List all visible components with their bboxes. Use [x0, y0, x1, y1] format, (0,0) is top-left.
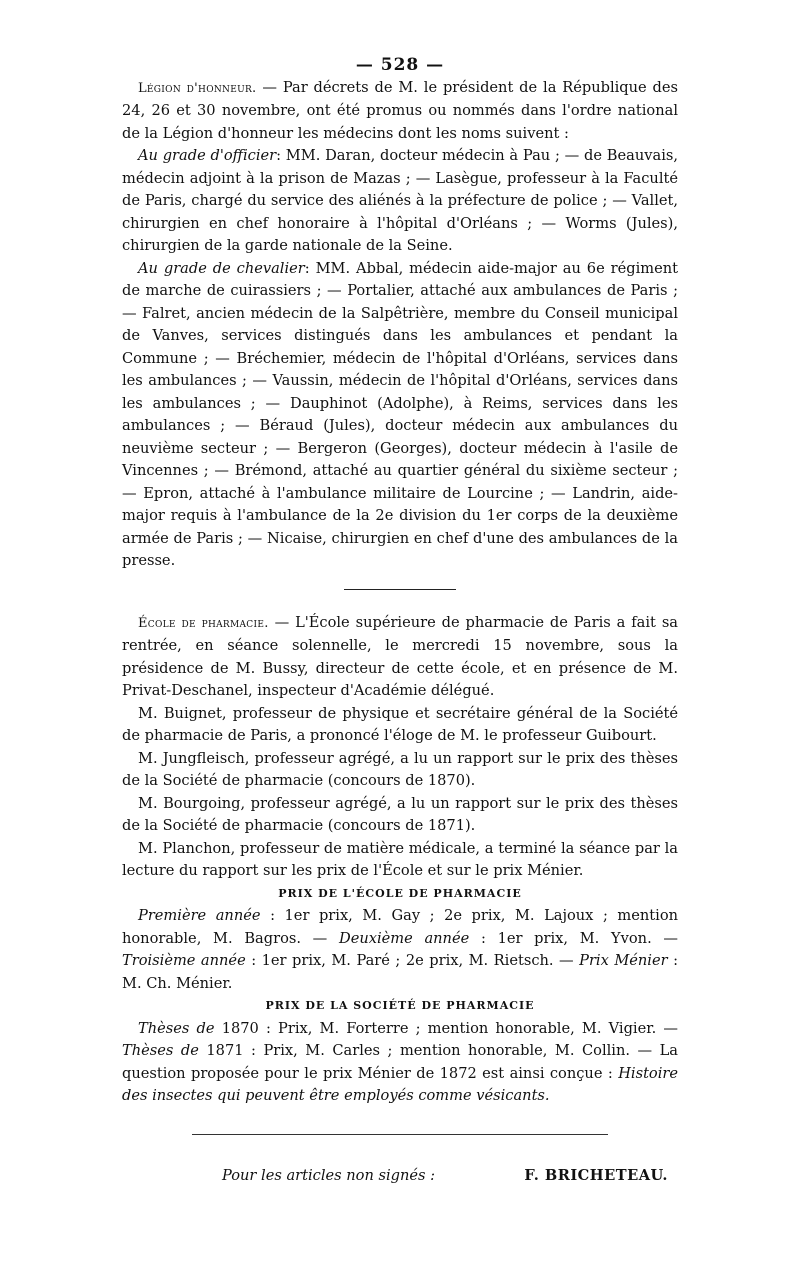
theses-1871-text: 1871 : Prix, M. Carles ; mention honorable, M. Collin. — La question proposée pour le prix Ménier de 1872 est ainsi conçue :: [122, 1042, 678, 1082]
officier-paragraph: [122, 145, 678, 258]
chevalier-label: Au grade de chevalier: [138, 259, 305, 277]
ecole-paragraph-4: M. Bourgoing, professeur agrégé, a lu un rapport sur le prix des thèses de la Société de pharmacie (concours de 1871).: [122, 794, 678, 834]
ecole-paragraph-3: M. Jungfleisch, professeur agrégé, a lu un rapport sur le prix des thèses de la Société de pharmacie (concours de 1870).: [122, 749, 678, 789]
prix-societe-heading: PRIX DE LA SOCIÉTÉ DE PHARMACIE: [265, 999, 535, 1012]
prix-ecole-paragraph: [122, 905, 678, 995]
ecole-text-1: — L'École supérieure de pharmacie de Paris a fait sa rentrée, en séance solennelle, le mercredi 15 novembre, sous la présidence de M. Bussy, directeur de cette école, et en présence de M. Privat-Deschanel, inspecteur d'Académie délégué.: [122, 613, 679, 699]
legion-intro-text: — Par décrets de M. le président de la République des 24, 26 et 30 novembre, ont été promus ou nommés dans l'ordre national de la Légion d'honneur les médecins dont les noms suivent :: [122, 78, 679, 142]
officier-text: : MM. Daran, docteur médecin à Pau ; — de Beauvais, médecin adjoint à la prison de Mazas ; — Lasègue, professeur à la Faculté de Paris, chargé du service des aliénés à la préfecture de police ; — Vallet, chirurgien en chef honoraire à l'hôpital d'Orléans ; — Worms (Jules), chirurgien de la garde nationale de la Seine.: [122, 147, 678, 254]
prix-societe-paragraph: [122, 1018, 678, 1108]
prize-question: Histoire des insectes qui peuvent être employés comme vésicants.: [122, 1064, 679, 1104]
ecole-paragraph-2: M. Buignet, professeur de physique et secrétaire général de la Société de pharmacie de Paris, a prononcé l'éloge de M. le professeur Guibourt.: [122, 704, 678, 744]
annee3-label: Troisième année: [122, 952, 246, 969]
section-separator: [344, 589, 456, 590]
signature-label: Pour les articles non signés :: [222, 1166, 436, 1184]
prix-ecole-heading: PRIX DE L'ÉCOLE DE PHARMACIE: [278, 886, 522, 900]
chevalier-text: : MM. Abbal, médecin aide-major au 6e régiment de marche de cuirassiers ; — Portalier, attaché aux ambulances de Paris ; — Falret, ancien médecin de la Salpêtrière, membre du Conseil municipal de Vanves, services distingués dans les ambulances et pendant la Commune ; — Bréchemier, médecin de l'hôpital d'Orléans, services dans les ambulances ; — Vaussin, médecin de l'hôpital d'Orléans, services dans les ambulances ; — Dauphinot (Adolphe), à Reims, services dans les ambulances ; — Béraud (Jules), docteur médecin aux ambulances du neuvième secteur ; — Bergeron (Georges), docteur médecin à l'asile de Vincennes ; — Brémond, attaché au quartier général du sixième secteur ; — Epron, attaché à l'ambulance militaire de Lourcine ; — Landrin, aide-major requis à l'ambulance de la 2e division du 1er corps de la deuxième armée de Paris ; — Nicaise, chirurgien en chef d'une des ambulances de la presse.: [122, 259, 679, 569]
page-number: — 528 —: [355, 55, 445, 75]
chevalier-paragraph: [122, 258, 678, 573]
theses-1870-label: Thèses de: [138, 1019, 215, 1037]
signature-name: F. BRICHETEAU.: [524, 1166, 668, 1184]
legion-heading: Légion d'honneur.: [138, 80, 257, 96]
annee2-text: : 1er prix, M. Yvon. —: [480, 929, 679, 947]
annee3-text: : 1er prix, M. Paré ; 2e prix, M. Rietsch. —: [251, 952, 574, 969]
annee2-label: Deuxième année: [339, 929, 470, 947]
ecole-paragraph-1: [122, 612, 678, 703]
ecole-paragraph-5: M. Planchon, professeur de matière médicale, a terminé la séance par la lecture du rapport sur les prix de l'École et sur le prix Ménier.: [122, 839, 678, 879]
annee1-text: : 1er prix, M. Gay ; 2e prix, M. Lajoux ; mention honorable, M. Bagros. —: [122, 907, 679, 947]
signature-block: [122, 1165, 678, 1188]
menier-label: Prix Ménier: [579, 952, 668, 969]
officier-label: Au grade d'officier: [138, 147, 277, 164]
annee1-label: Première année: [138, 907, 261, 924]
signature-rule: [192, 1134, 608, 1135]
page-content: [122, 54, 678, 1187]
ecole-heading: École de pharmacie.: [138, 615, 269, 631]
legion-intro-paragraph: [122, 77, 678, 146]
theses-1870-text: 1870 : Prix, M. Forterre ; mention honorable, M. Vigier. —: [221, 1019, 678, 1037]
theses-1871-label: Thèses de: [122, 1042, 199, 1059]
menier-text: : M. Ch. Ménier.: [122, 952, 679, 992]
